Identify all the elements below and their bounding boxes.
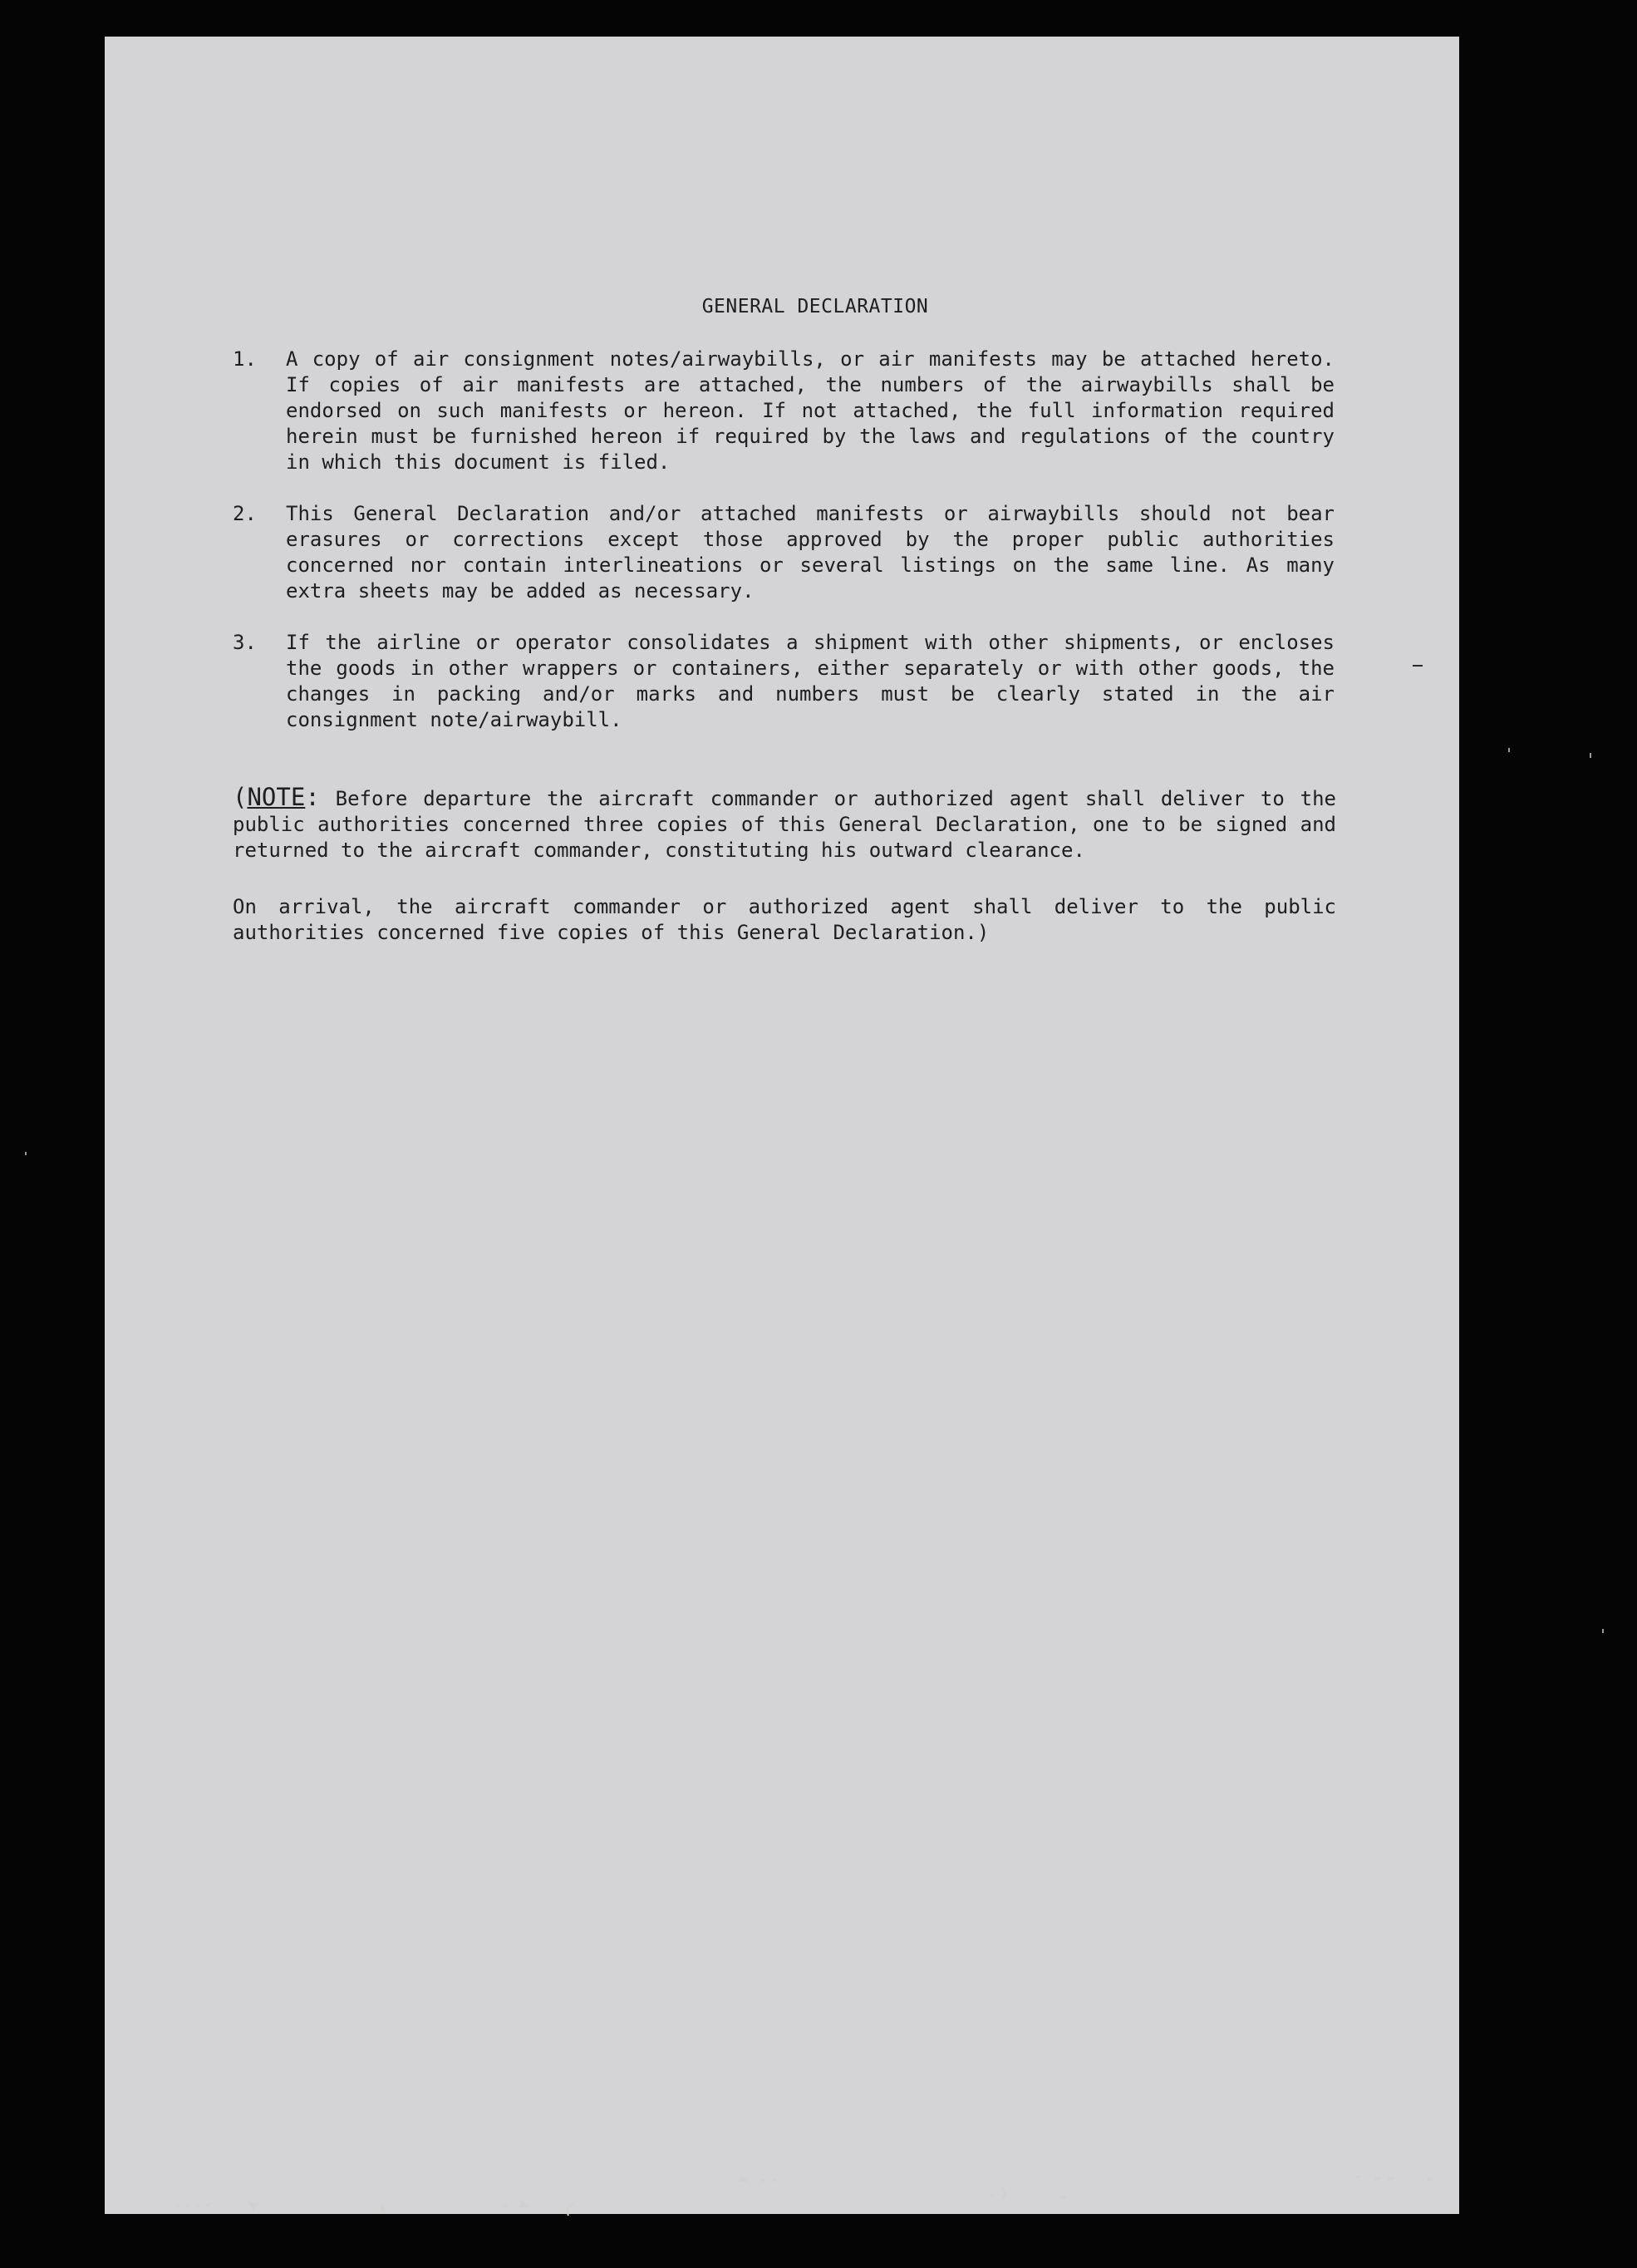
note-arrival xyxy=(233,894,1336,946)
declaration-item-3 xyxy=(233,630,1446,733)
item-text: This General Declaration and/or attached manifests or airwaybills should not bear erasures or corrections except those approved by the proper public authorities concerned nor contain interlineations or several listings on the same line. As many extra sheets may be added as necessary. xyxy=(286,502,1335,603)
item-number: 1. xyxy=(233,347,257,371)
note-departure xyxy=(233,785,1336,863)
item-number: 2. xyxy=(233,502,257,525)
document-title: GENERAL DECLARATION xyxy=(701,296,929,317)
scan-speck xyxy=(25,1152,27,1155)
item-text: If the airline or operator consolidates a shipment with other shipments, or encloses the goods in other wrappers or containers, either separately or with other goods, the changes in packing and/or marks and numbers must be clearly stated in the air consignment note/airwaybill. xyxy=(286,631,1335,731)
note-colon: : xyxy=(305,783,320,811)
note-arrival-text: On arrival, the aircraft commander or authorized agent shall deliver to the public authorities concerned five copies of this General Declaration.) xyxy=(233,895,1336,944)
note-label xyxy=(233,783,320,811)
item-number: 3. xyxy=(233,631,257,654)
note-open-paren: ( xyxy=(233,783,248,811)
scan-speck xyxy=(1590,753,1591,758)
note-departure-text: Before departure the aircraft commander or authorized agent shall deliver to the public authorities concerned three copies of this General Declaration, one to be signed and returned to the aircraft commander, constituting his outward clearance. xyxy=(233,787,1337,862)
document-page xyxy=(105,37,1459,2214)
declaration-item-1 xyxy=(233,347,1446,475)
item-text: A copy of air consignment notes/airwaybills, or air manifests may be attached hereto. If copies of air manifests are attached, the numbers of the airwaybills shall be endorsed on such manifests or hereon. If not attached, the full information required herein must be furnished hereon if required by the laws and regulations of the country in which this document is filed. xyxy=(286,347,1335,474)
note-label-text: NOTE xyxy=(247,783,306,811)
scan-speck xyxy=(1508,748,1510,752)
scan-speck xyxy=(1602,1629,1604,1633)
declaration-item-2 xyxy=(233,501,1446,604)
